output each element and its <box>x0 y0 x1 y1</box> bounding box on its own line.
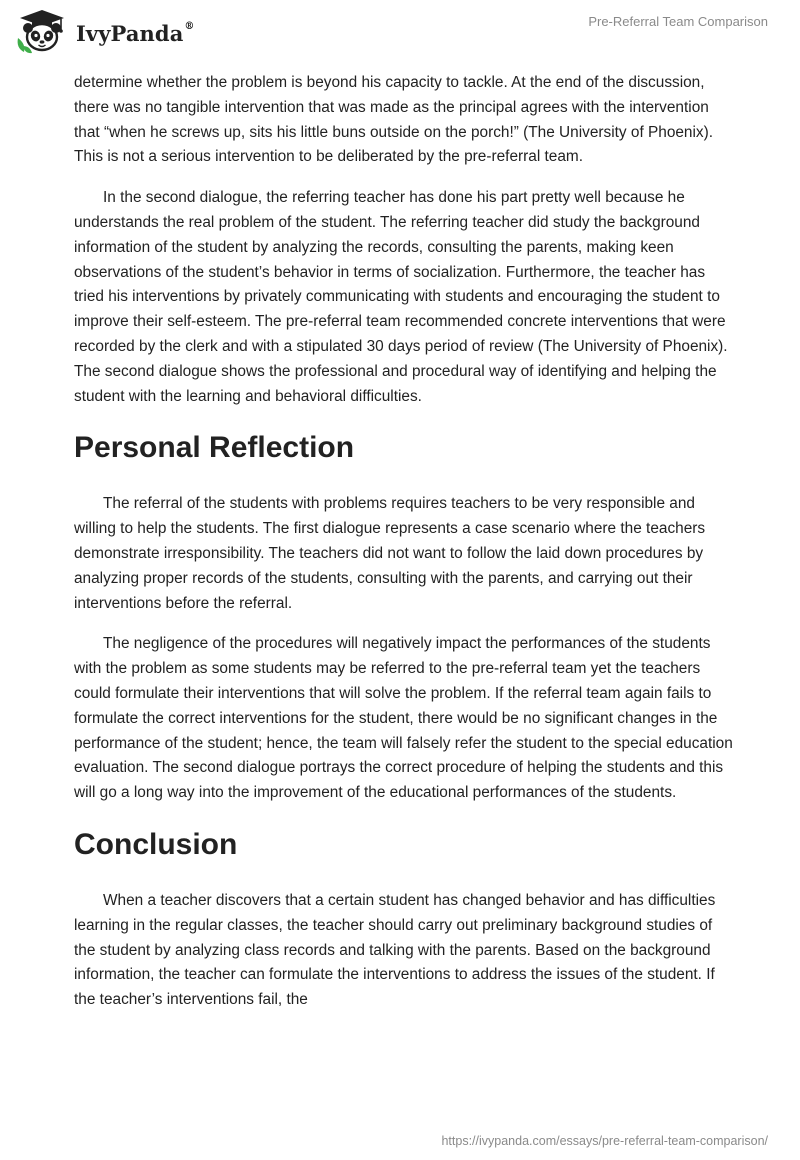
paragraph-3: The referral of the students with problems requires teachers to be very responsible and willing to help the students. The first dialogue represents a case scenario where the teachers demonstrate irresponsibility. The teachers did not want to follow the laid down procedures by analyzing proper records of the students, consulting with the parents, and carrying out their interventions before the referral. <box>74 495 706 612</box>
paragraph-2: In the second dialogue, the referring teacher has done his part pretty well because he understands the real problem of the student. The referring teacher did study the background information of the student by analyzing the records, consulting the parents, making keen observations of the student’s behavior in terms of socialization. Furthermore, the teacher has tried his interventions by privately communicating with students and encouraging the student to improve their self-esteem. The pre-referral team recommended concrete interventions that were recorded by the clerk and with a stipulated 30 days period of review (The University of Phoenix). The second dialogue shows the professional and procedural way of identifying and helping the student with the learning and behavioral difficulties. <box>74 189 728 405</box>
ivypanda-logo[interactable] <box>14 8 195 56</box>
paragraph-4: The negligence of the procedures will negatively impact the performances of the students with the problem as some students may be referred to the pre-referral team yet the teachers could formulate their interventions that will solve the problem. If the referral team again fails to formulate the correct interventions for the student, there would be no significant changes in the performance of the student; hence, the team will falsely refer the student to the special education evaluation. The second dialogue portrays the correct procedure of helping the students and this will go a long way into the improvement of the educational performances of the students. <box>74 635 733 802</box>
brand-name: IvyPanda® <box>76 20 195 46</box>
essay-content <box>74 71 734 1029</box>
registered-mark: ® <box>184 20 195 32</box>
heading-personal-reflection: Personal Reflection <box>74 431 355 465</box>
panda-graduate-icon <box>14 8 70 56</box>
footer-url[interactable]: https://ivypanda.com/essays/pre-referral-team-comparison/ <box>441 1134 768 1148</box>
document-title: Pre-Referral Team Comparison <box>588 14 768 29</box>
page-header <box>0 0 800 64</box>
paragraph-1: determine whether the problem is beyond his capacity to tackle. At the end of the discussion, there was no tangible intervention that was made as the principal agrees with the intervention that “when he screws up, sits his little buns outside on the porch!” (The University of Phoenix). This is not a serious intervention to be deliberated by the pre-referral team. <box>74 74 714 166</box>
paragraph-5: When a teacher discovers that a certain student has changed behavior and has difficulties learning in the regular classes, the teacher should carry out preliminary background studies of the student by analyzing class records and talking with the parents. Based on the background information, the teacher can formulate the interventions to address the issues of the student. If the teacher’s interventions fail, the <box>74 891 716 1009</box>
heading-conclusion: Conclusion <box>74 827 238 861</box>
